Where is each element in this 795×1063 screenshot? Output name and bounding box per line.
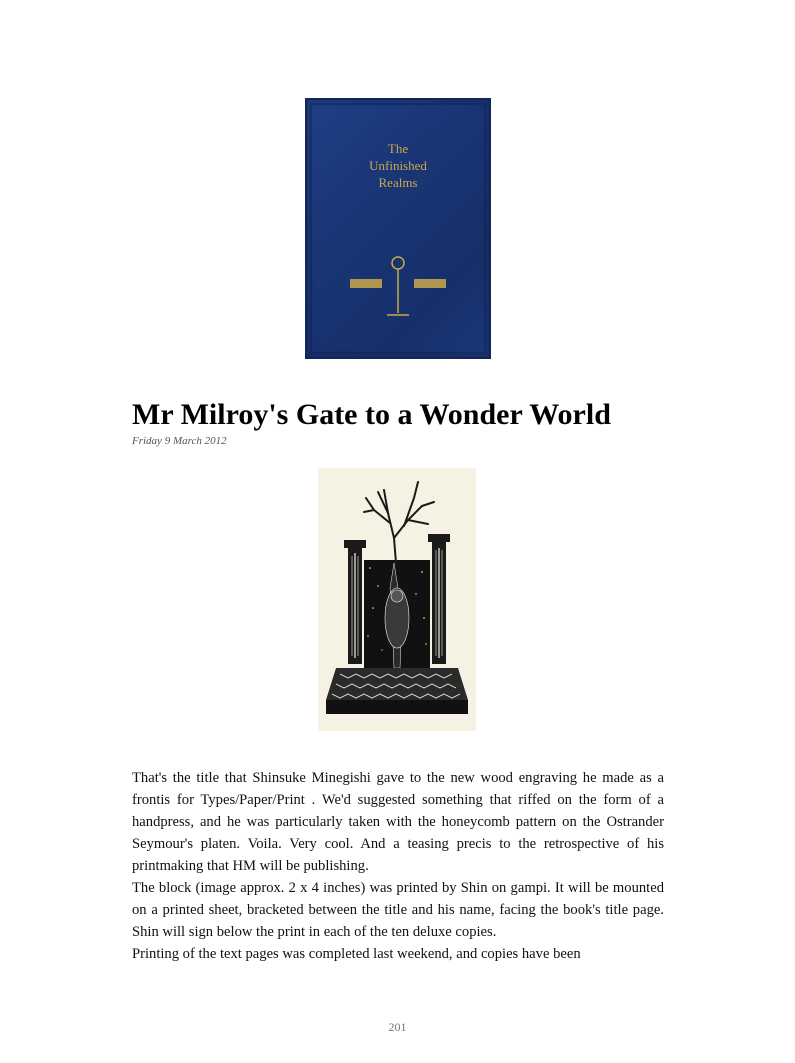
book-cover-art bbox=[305, 98, 491, 359]
press-pillar-left bbox=[344, 540, 366, 664]
cover-title-line-2: Unfinished bbox=[369, 158, 427, 173]
wood-engraving-art bbox=[318, 468, 476, 731]
post-date: Friday 9 March 2012 bbox=[132, 435, 227, 447]
article-body bbox=[132, 767, 664, 965]
paragraph-3: Printing of the text pages was completed last weekend, and copies have been bbox=[132, 946, 581, 962]
wood-engraving-image bbox=[318, 468, 476, 731]
tree-branches bbox=[364, 482, 434, 563]
paragraph-1: That's the title that Shinsuke Minegishi gave to the new wood engraving he made as a frontis for Types/Paper/Print . We'd suggested something that riffed on the form of a handpress, and he was particularly taken with the honeycomb pattern on the Ostrander Seymour's platen. Voila. Very cool. And a teasing precis to the retrospective of his printmaking that HM will be publishing. bbox=[132, 770, 664, 874]
cover-title-line-1: The bbox=[387, 141, 409, 156]
book-cover-image bbox=[305, 98, 491, 359]
paragraph-2: The block (image approx. 2 x 4 inches) was printed by Shin on gampi. It will be mounted on a printed sheet, bracketed between the title and his name, facing the book's title page. Shin will sign below the print in each of the ten deluxe copies. bbox=[132, 880, 664, 940]
post-title: Mr Milroy's Gate to a Wonder World bbox=[132, 398, 611, 431]
honeycomb-platen bbox=[326, 668, 468, 714]
press-pillar-right bbox=[428, 534, 450, 664]
cover-title-line-3: Realms bbox=[378, 175, 418, 190]
cover-emblem-icon bbox=[350, 257, 446, 315]
page-number: 201 bbox=[388, 1020, 407, 1034]
